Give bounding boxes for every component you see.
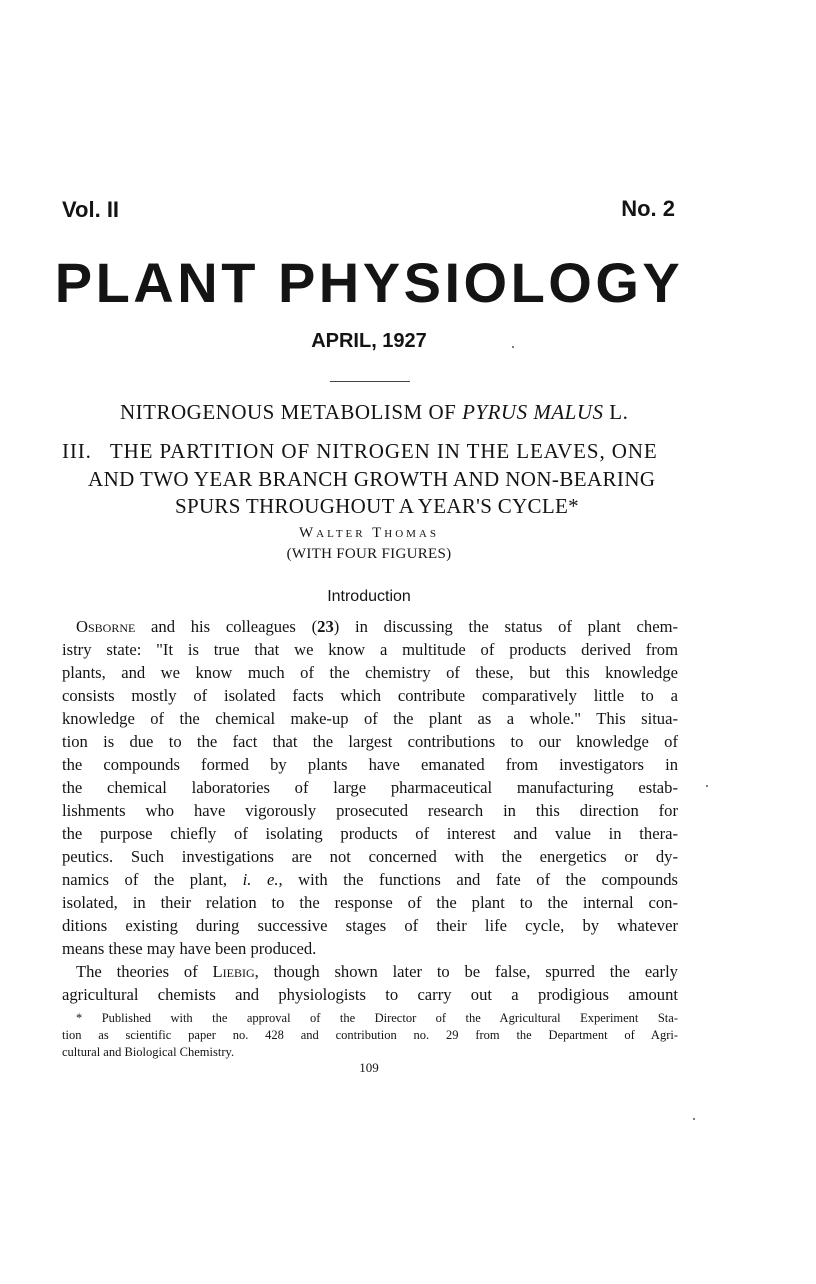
body-text: , though shown later to be false, spurred the early <box>254 962 678 981</box>
footnote-line: cultural and Biological Chemistry. <box>62 1045 235 1059</box>
reference-number: 23 <box>317 617 334 636</box>
body-text: ) in discussing the status of plant chem- <box>333 617 678 636</box>
article-title-line-3: AND TWO YEAR BRANCH GROWTH AND NON-BEARING <box>88 467 656 491</box>
body-line: the chemical laboratories of large pharmaceutical manufacturing estab- <box>62 778 678 797</box>
figures-note: (WITH FOUR FIGURES) <box>286 546 452 562</box>
author-name: Walter Thomas <box>299 525 439 541</box>
print-speck <box>693 1118 695 1120</box>
species-author: L. <box>603 400 629 424</box>
body-line: the purpose chiefly of isolating products of interest and value in thera- <box>62 824 678 843</box>
footnote-line: * Published with the approval of the Director of the Agricultural Experiment Sta- <box>76 1011 678 1025</box>
article-title-line-2 <box>62 439 658 464</box>
body-line: the compounds formed by plants have emanated from investigators in <box>62 755 678 774</box>
body-line: istry state: "It is true that we know a multitude of products derived from <box>62 640 678 659</box>
species-name: PYRUS MALUS <box>462 400 604 424</box>
body-line: knowledge of the chemical make-up of the plant as a whole." This situa- <box>62 709 678 728</box>
footnote-line: tion as scientific paper no. 428 and contribution no. 29 from the Department of Agri- <box>62 1028 678 1042</box>
cited-author: Osborne <box>76 617 136 636</box>
body-line: ditions existing during successive stages of their life cycle, by whatever <box>62 916 678 935</box>
section-heading: Introduction <box>327 588 411 605</box>
issue-date: APRIL, 1927 <box>311 330 427 352</box>
body-text: namics of the plant, <box>62 870 243 889</box>
body-line <box>76 962 678 982</box>
body-text: The theories of <box>76 962 213 981</box>
body-line: isolated, in their relation to the response of the plant to the internal con- <box>62 893 678 912</box>
body-line <box>76 617 678 637</box>
volume-label: Vol. II <box>62 197 120 222</box>
journal-title: PLANT PHYSIOLOGY <box>54 251 684 314</box>
body-text: and his colleagues ( <box>135 617 318 636</box>
title-divider <box>330 381 410 382</box>
part-number: III. <box>62 439 92 463</box>
body-line: means these may have been produced. <box>62 939 317 958</box>
body-line: consists mostly of isolated facts which contribute comparatively little to a <box>62 686 678 705</box>
article-title-line-1 <box>120 400 628 425</box>
cited-author: Liebig <box>212 962 255 981</box>
body-line: agricultural chemists and physiologists to carry out a prodigious amount <box>62 985 678 1004</box>
article-title-line-4: SPURS THROUGHOUT A YEAR'S CYCLE* <box>175 494 579 518</box>
body-line: plants, and we know much of the chemistry of these, but this knowledge <box>62 663 678 682</box>
body-text: with the functions and fate of the compounds <box>282 870 678 889</box>
article-subtitle-text: THE PARTITION OF NITROGEN IN THE LEAVES, ONE <box>109 439 658 463</box>
body-italic: i. e., <box>242 870 283 889</box>
print-speck <box>706 785 708 787</box>
article-title-text: NITROGENOUS METABOLISM OF <box>120 400 463 424</box>
body-line: tion is due to the fact that the largest contributions to our knowledge of <box>62 732 678 751</box>
body-line: peutics. Such investigations are not concerned with the energetics or dy- <box>62 847 678 866</box>
body-line: lishments who have vigorously prosecuted research in this direction for <box>62 801 678 820</box>
body-line <box>62 870 678 890</box>
page-number: 109 <box>359 1060 379 1075</box>
print-speck <box>512 346 514 348</box>
issue-number-label: No. 2 <box>621 196 675 221</box>
